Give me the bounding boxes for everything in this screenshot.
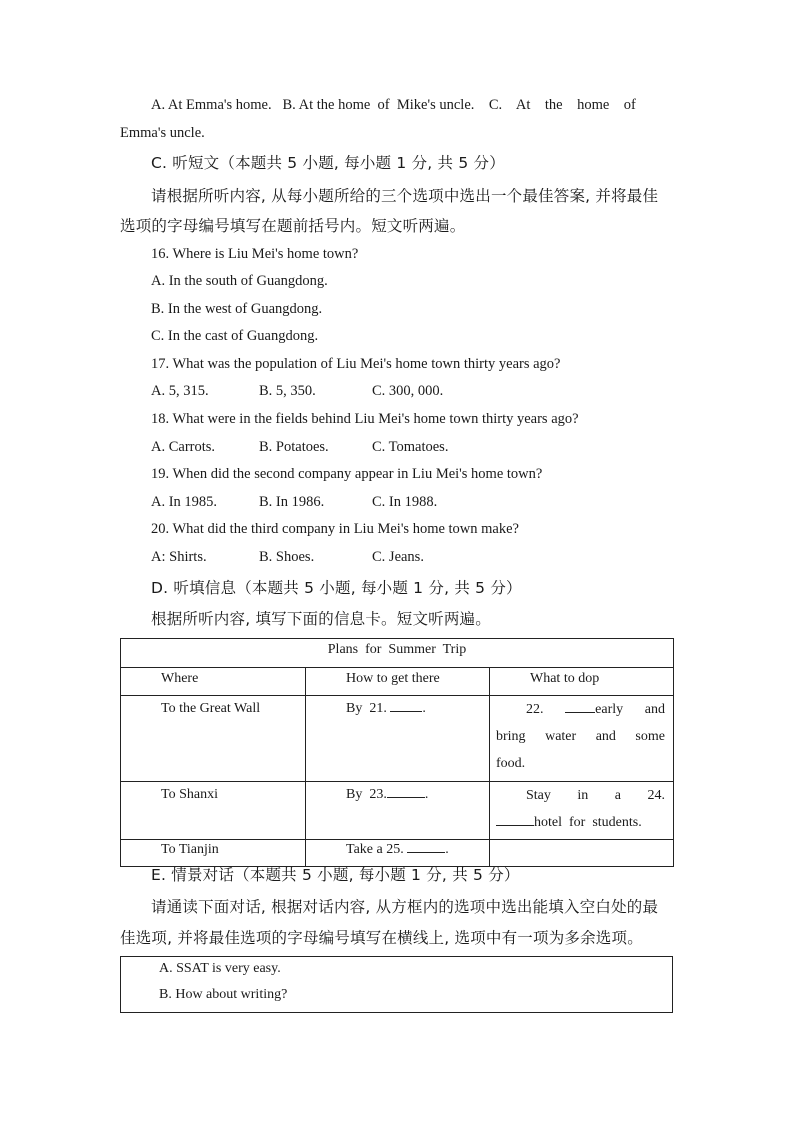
row3-where: To Tianjin xyxy=(121,840,306,867)
q16-option-b: B. In the west of Guangdong. xyxy=(151,301,323,317)
section-d-instruction: 根据所听内容, 填写下面的信息卡。短文听两遍。 xyxy=(151,610,491,628)
q16-option-c: C. In the cast of Guangdong. xyxy=(151,328,319,344)
row1-how: By 21. . xyxy=(306,696,490,782)
section-c-instruction-line1: 请根据所听内容, 从每小题所给的三个选项中选出一个最佳答案, 并将最佳 xyxy=(151,187,659,205)
blank-21[interactable] xyxy=(390,699,422,712)
q19-question: 19. When did the second company appear in Liu Mei's home town? xyxy=(151,466,543,482)
section-e-instruction-line2: 佳选项, 并将最佳选项的字母编号填写在横线上, 选项中有一项为多余选项。 xyxy=(120,929,643,947)
q18-option-b: B. Potatoes. xyxy=(259,439,329,455)
options-box xyxy=(120,956,673,1013)
section-e-instruction-line1: 请通读下面对话, 根据对话内容, 从方框内的选项中选出能填入空白处的最 xyxy=(151,898,659,916)
header-how: How to get there xyxy=(306,668,490,696)
row1-what: 22. early and bring water and some food. xyxy=(490,696,674,782)
q16-question: 16. Where is Liu Mei's home town? xyxy=(151,246,359,262)
summer-trip-info-card xyxy=(120,638,674,867)
header-what: What to dop xyxy=(490,668,674,696)
row3-how: Take a 25. . xyxy=(306,840,490,867)
blank-25[interactable] xyxy=(407,840,445,853)
table-title: Plans for Summer Trip xyxy=(121,639,674,668)
q20-option-b: B. Shoes. xyxy=(259,549,315,565)
header-where: Where xyxy=(121,668,306,696)
q18-question: 18. What were in the fields behind Liu Mei's home town thirty years ago? xyxy=(151,411,579,427)
blank-22[interactable] xyxy=(565,700,595,713)
q17-option-b: B. 5, 350. xyxy=(259,383,316,399)
q18-option-a: A. Carrots. xyxy=(151,439,216,455)
q20-option-a: A: Shirts. xyxy=(151,549,207,565)
option-a: A. SSAT is very easy. xyxy=(159,961,281,976)
q20-option-c: C. Jeans. xyxy=(372,549,424,565)
row1-where: To the Great Wall xyxy=(121,696,306,782)
intro-options-line2: Emma's uncle. xyxy=(120,125,205,141)
intro-options-line1: A. At Emma's home. B. At the home of Mike's uncle. C. At the home of xyxy=(151,97,636,113)
q19-option-b: B. In 1986. xyxy=(259,494,325,510)
q17-question: 17. What was the population of Liu Mei's home town thirty years ago? xyxy=(151,356,561,372)
blank-23[interactable] xyxy=(387,785,425,798)
section-c-title: C. 听短文（本题共 5 小题, 每小题 1 分, 共 5 分） xyxy=(151,154,505,172)
section-e-title: E. 情景对话（本题共 5 小题, 每小题 1 分, 共 5 分） xyxy=(151,866,520,884)
row2-how: By 23. . xyxy=(306,782,490,840)
q20-question: 20. What did the third company in Liu Mei's home town make? xyxy=(151,521,519,537)
q18-option-c: C. Tomatoes. xyxy=(372,439,449,455)
blank-24[interactable] xyxy=(496,813,534,826)
q19-option-a: A. In 1985. xyxy=(151,494,218,510)
row2-where: To Shanxi xyxy=(121,782,306,840)
q16-option-a: A. In the south of Guangdong. xyxy=(151,273,328,289)
section-c-instruction-line2: 选项的字母编号填写在题前括号内。短文听两遍。 xyxy=(120,217,466,235)
q17-option-a: A. 5, 315. xyxy=(151,383,209,399)
row2-what: Stay in a 24. hotel for students. xyxy=(490,782,674,840)
section-d-title: D. 听填信息（本题共 5 小题, 每小题 1 分, 共 5 分） xyxy=(151,579,522,597)
option-b: B. How about writing? xyxy=(159,987,288,1002)
q17-option-c: C. 300, 000. xyxy=(372,383,444,399)
q19-option-c: C. In 1988. xyxy=(372,494,438,510)
